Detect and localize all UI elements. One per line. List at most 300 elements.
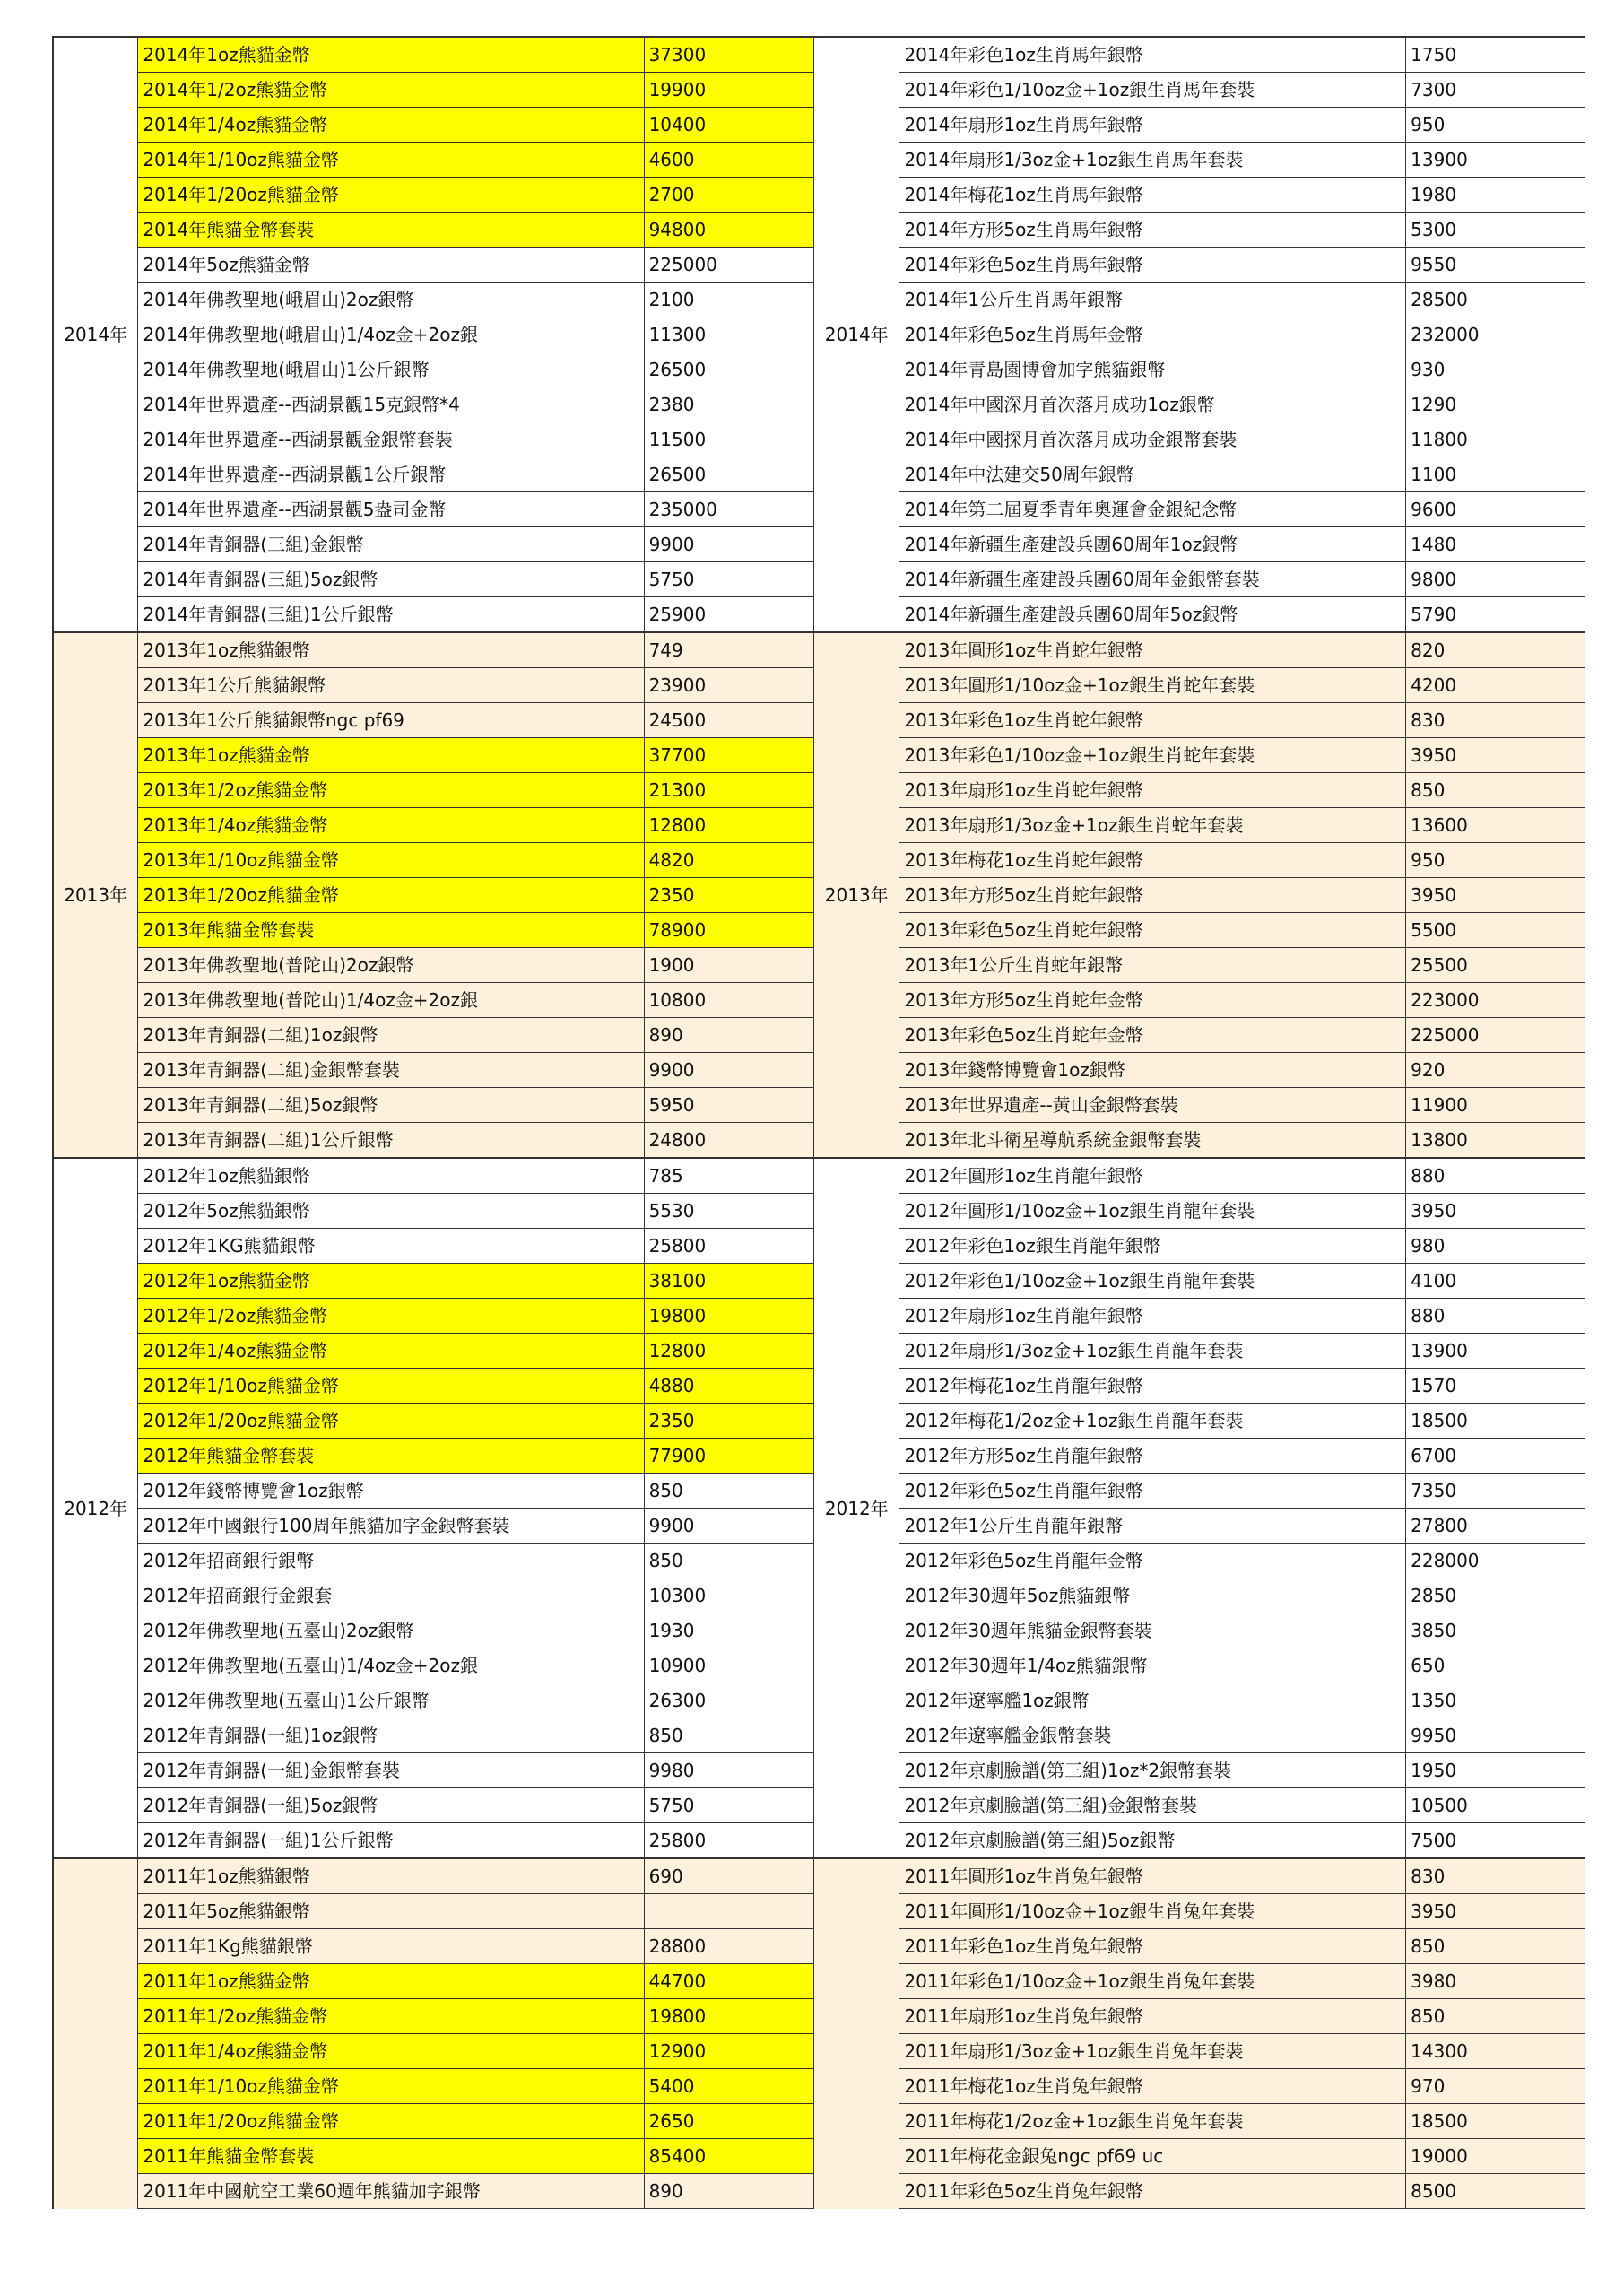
- coin-name-cell: 2012年扇形1oz生肖龍年銀幣: [899, 1299, 1406, 1334]
- right-table-panel: [814, 36, 1585, 2209]
- table-row: [814, 178, 1585, 213]
- price-cell: 820: [1406, 632, 1585, 668]
- coin-name-cell: 2014年佛教聖地(峨眉山)2oz銀幣: [138, 283, 644, 317]
- price-cell: 2350: [644, 1404, 813, 1439]
- table-row: [53, 1474, 814, 1509]
- coin-name-cell: 2014年1/4oz熊貓金幣: [138, 108, 644, 143]
- year-label: 2014年: [53, 37, 138, 632]
- left-price-table: [52, 36, 814, 2209]
- price-cell: 2650: [644, 2104, 813, 2139]
- coin-name-cell: 2012年佛教聖地(五臺山)1公斤銀幣: [138, 1683, 644, 1718]
- coin-name-cell: 2011年5oz熊貓銀幣: [138, 1894, 644, 1929]
- coin-name-cell: 2012年佛教聖地(五臺山)1/4oz金+2oz銀: [138, 1648, 644, 1683]
- left-section-2: [53, 1158, 814, 1858]
- table-row: [53, 913, 814, 948]
- table-row: [814, 1788, 1585, 1823]
- price-cell: 9900: [644, 1509, 813, 1544]
- table-row: [814, 1123, 1585, 1159]
- coin-name-cell: 2013年青銅器(二組)1公斤銀幣: [138, 1123, 644, 1159]
- table-row: [53, 1894, 814, 1929]
- table-row: [53, 1788, 814, 1823]
- table-row: [814, 948, 1585, 983]
- price-cell: 950: [1406, 108, 1585, 143]
- coin-name-cell: 2012年遼寧艦金銀幣套裝: [899, 1718, 1406, 1753]
- coin-name-cell: 2012年1/4oz熊貓金幣: [138, 1334, 644, 1369]
- price-cell: 38100: [644, 1264, 813, 1299]
- price-cell: 225000: [1406, 1018, 1585, 1053]
- coin-name-cell: 2014年青島園博會加字熊貓銀幣: [899, 352, 1406, 387]
- table-row: [814, 492, 1585, 527]
- table-row: [814, 913, 1585, 948]
- coin-name-cell: 2012年彩色1/10oz金+1oz銀生肖龍年套裝: [899, 1264, 1406, 1299]
- price-cell: 785: [644, 1158, 813, 1194]
- table-row: [53, 1858, 814, 1894]
- coin-name-cell: 2013年彩色1/10oz金+1oz銀生肖蛇年套裝: [899, 738, 1406, 773]
- price-cell: 10900: [644, 1648, 813, 1683]
- coin-name-cell: 2014年青銅器(三組)1公斤銀幣: [138, 597, 644, 633]
- right-section-0: [814, 37, 1585, 632]
- table-row: [53, 562, 814, 597]
- table-row: [814, 773, 1585, 808]
- price-cell: 1350: [1406, 1683, 1585, 1718]
- price-cell: 12800: [644, 1334, 813, 1369]
- coin-name-cell: 2014年彩色1/10oz金+1oz銀生肖馬年套裝: [899, 73, 1406, 108]
- price-cell: 5750: [644, 562, 813, 597]
- price-cell: 94800: [644, 213, 813, 248]
- table-row: [53, 283, 814, 317]
- table-row: [814, 597, 1585, 633]
- coin-name-cell: 2011年1/20oz熊貓金幣: [138, 2104, 644, 2139]
- price-cell: 228000: [1406, 1544, 1585, 1578]
- price-cell: 4100: [1406, 1264, 1585, 1299]
- price-cell: 5750: [644, 1788, 813, 1823]
- price-cell: 920: [1406, 1053, 1585, 1088]
- coin-name-cell: 2013年彩色5oz生肖蛇年銀幣: [899, 913, 1406, 948]
- coin-name-cell: 2014年青銅器(三組)金銀幣: [138, 527, 644, 562]
- price-cell: 3950: [1406, 738, 1585, 773]
- table-row: [814, 1999, 1585, 2034]
- table-row: [814, 1088, 1585, 1123]
- table-row: [53, 1229, 814, 1264]
- table-row: [814, 283, 1585, 317]
- coin-name-cell: 2012年中國銀行100周年熊貓加字金銀幣套裝: [138, 1509, 644, 1544]
- right-section-3: [814, 1858, 1585, 2209]
- table-row: [814, 37, 1585, 73]
- left-table-panel: [52, 36, 814, 2209]
- coin-name-cell: 2012年1oz熊貓金幣: [138, 1264, 644, 1299]
- table-row: [53, 597, 814, 633]
- coin-name-cell: 2014年中國深月首次落月成功1oz銀幣: [899, 387, 1406, 422]
- price-cell: 9800: [1406, 562, 1585, 597]
- table-row: [814, 2034, 1585, 2069]
- table-row: [814, 1194, 1585, 1229]
- coin-name-cell: 2012年彩色5oz生肖龍年銀幣: [899, 1474, 1406, 1509]
- coin-name-cell: 2012年1/10oz熊貓金幣: [138, 1369, 644, 1404]
- coin-name-cell: 2013年扇形1oz生肖蛇年銀幣: [899, 773, 1406, 808]
- coin-name-cell: 2014年新疆生產建設兵團60周年5oz銀幣: [899, 597, 1406, 633]
- price-cell: 11500: [644, 422, 813, 457]
- table-row: [53, 1404, 814, 1439]
- coin-name-cell: 2012年30週年5oz熊貓銀幣: [899, 1578, 1406, 1613]
- price-cell: 1950: [1406, 1753, 1585, 1788]
- table-row: [814, 1404, 1585, 1439]
- price-cell: 21300: [644, 773, 813, 808]
- table-row: [53, 457, 814, 492]
- price-cell: 19800: [644, 1299, 813, 1334]
- price-cell: 37300: [644, 37, 813, 73]
- price-cell: 5530: [644, 1194, 813, 1229]
- table-row: [53, 878, 814, 913]
- table-row: [814, 878, 1585, 913]
- coin-name-cell: 2013年青銅器(二組)5oz銀幣: [138, 1088, 644, 1123]
- price-cell: 11300: [644, 317, 813, 352]
- table-row: [814, 248, 1585, 283]
- price-cell: 19800: [644, 1999, 813, 2034]
- coin-name-cell: 2013年佛教聖地(普陀山)1/4oz金+2oz銀: [138, 983, 644, 1018]
- price-cell: 24500: [644, 703, 813, 738]
- coin-name-cell: 2013年1/20oz熊貓金幣: [138, 878, 644, 913]
- coin-name-cell: 2013年圓形1/10oz金+1oz銀生肖蛇年套裝: [899, 668, 1406, 703]
- price-cell: 1100: [1406, 457, 1585, 492]
- coin-name-cell: 2014年扇形1/3oz金+1oz銀生肖馬年套裝: [899, 143, 1406, 178]
- price-cell: 18500: [1406, 1404, 1585, 1439]
- price-cell: 10800: [644, 983, 813, 1018]
- table-row: [53, 2069, 814, 2104]
- coin-name-cell: 2014年世界遺產--西湖景觀5盎司金幣: [138, 492, 644, 527]
- right-price-table: [814, 36, 1585, 2209]
- price-cell: 4820: [644, 843, 813, 878]
- table-row: [814, 703, 1585, 738]
- coin-name-cell: 2012年梅花1/2oz金+1oz銀生肖龍年套裝: [899, 1404, 1406, 1439]
- price-cell: 232000: [1406, 317, 1585, 352]
- table-row: [814, 1509, 1585, 1544]
- price-cell: 4600: [644, 143, 813, 178]
- table-row: [53, 2139, 814, 2174]
- coin-name-cell: 2013年1oz熊貓金幣: [138, 738, 644, 773]
- coin-name-cell: 2012年招商銀行金銀套: [138, 1578, 644, 1613]
- coin-name-cell: 2014年彩色5oz生肖馬年銀幣: [899, 248, 1406, 283]
- table-row: [53, 703, 814, 738]
- coin-name-cell: 2014年扇形1oz生肖馬年銀幣: [899, 108, 1406, 143]
- price-cell: 3950: [1406, 1894, 1585, 1929]
- coin-name-cell: 2012年30週年熊貓金銀幣套裝: [899, 1613, 1406, 1648]
- table-row: [53, 2104, 814, 2139]
- price-cell: 7350: [1406, 1474, 1585, 1509]
- table-row: [53, 1299, 814, 1334]
- price-cell: 9600: [1406, 492, 1585, 527]
- year-label: 2012年: [53, 1158, 138, 1858]
- right-section-2: [814, 1158, 1585, 1858]
- table-row: [814, 1158, 1585, 1194]
- price-cell: 10400: [644, 108, 813, 143]
- price-cell: 850: [644, 1718, 813, 1753]
- table-row: [814, 1018, 1585, 1053]
- coin-name-cell: 2012年遼寧艦1oz銀幣: [899, 1683, 1406, 1718]
- year-label: 2013年: [814, 632, 899, 1158]
- price-cell: 5500: [1406, 913, 1585, 948]
- coin-name-cell: 2014年1公斤生肖馬年銀幣: [899, 283, 1406, 317]
- coin-name-cell: 2014年新疆生產建設兵團60周年金銀幣套裝: [899, 562, 1406, 597]
- table-row: [814, 1229, 1585, 1264]
- table-row: [53, 248, 814, 283]
- price-cell: 3950: [1406, 878, 1585, 913]
- coin-name-cell: 2011年圓形1oz生肖兔年銀幣: [899, 1858, 1406, 1894]
- coin-name-cell: 2013年青銅器(二組)1oz銀幣: [138, 1018, 644, 1053]
- coin-name-cell: 2014年新疆生產建設兵團60周年1oz銀幣: [899, 527, 1406, 562]
- table-row: [814, 2174, 1585, 2209]
- table-row: [814, 108, 1585, 143]
- table-row: [53, 843, 814, 878]
- table-row: [53, 1964, 814, 1999]
- price-cell: 25800: [644, 1229, 813, 1264]
- price-cell: 5950: [644, 1088, 813, 1123]
- table-row: [53, 1544, 814, 1578]
- coin-name-cell: 2011年1/10oz熊貓金幣: [138, 2069, 644, 2104]
- coin-name-cell: 2013年1oz熊貓銀幣: [138, 632, 644, 668]
- coin-name-cell: 2014年第二屆夏季青年奧運會金銀紀念幣: [899, 492, 1406, 527]
- left-section-3: [53, 1858, 814, 2209]
- table-row: [814, 843, 1585, 878]
- price-cell: 23900: [644, 668, 813, 703]
- coin-name-cell: 2012年錢幣博覽會1oz銀幣: [138, 1474, 644, 1509]
- price-cell: 830: [1406, 703, 1585, 738]
- left-section-1: [53, 632, 814, 1158]
- table-row: [814, 213, 1585, 248]
- coin-name-cell: 2013年1公斤熊貓銀幣: [138, 668, 644, 703]
- table-row: [53, 1018, 814, 1053]
- table-row: [53, 1683, 814, 1718]
- table-row: [814, 562, 1585, 597]
- price-sheet: [52, 36, 1585, 2233]
- price-cell: 26500: [644, 352, 813, 387]
- price-cell: 3950: [1406, 1194, 1585, 1229]
- price-cell: 850: [644, 1544, 813, 1578]
- coin-name-cell: 2011年1/4oz熊貓金幣: [138, 2034, 644, 2069]
- price-cell: 9900: [644, 1053, 813, 1088]
- table-row: [814, 1648, 1585, 1683]
- price-cell: 4880: [644, 1369, 813, 1404]
- table-row: [814, 2104, 1585, 2139]
- price-cell: 2380: [644, 387, 813, 422]
- coin-name-cell: 2012年青銅器(一組)金銀幣套裝: [138, 1753, 644, 1788]
- price-cell: 4200: [1406, 668, 1585, 703]
- table-row: [53, 492, 814, 527]
- price-cell: 18500: [1406, 2104, 1585, 2139]
- price-cell: 25800: [644, 1823, 813, 1859]
- table-row: [53, 1823, 814, 1859]
- coin-name-cell: 2012年青銅器(一組)1oz銀幣: [138, 1718, 644, 1753]
- table-row: [53, 1613, 814, 1648]
- price-cell: 650: [1406, 1648, 1585, 1683]
- coin-name-cell: 2011年扇形1/3oz金+1oz銀生肖兔年套裝: [899, 2034, 1406, 2069]
- coin-name-cell: 2011年梅花1/2oz金+1oz銀生肖兔年套裝: [899, 2104, 1406, 2139]
- price-cell: 19900: [644, 73, 813, 108]
- price-cell: 13600: [1406, 808, 1585, 843]
- coin-name-cell: 2011年熊貓金幣套裝: [138, 2139, 644, 2174]
- coin-name-cell: 2013年世界遺產--黃山金銀幣套裝: [899, 1088, 1406, 1123]
- price-cell: 25500: [1406, 948, 1585, 983]
- table-row: [814, 983, 1585, 1018]
- table-row: [814, 1544, 1585, 1578]
- table-row: [814, 668, 1585, 703]
- table-row: [814, 422, 1585, 457]
- price-cell: 28500: [1406, 283, 1585, 317]
- price-cell: 1900: [644, 948, 813, 983]
- coin-name-cell: 2011年梅花金銀兔ngc pf69 uc: [899, 2139, 1406, 2174]
- price-cell: 235000: [644, 492, 813, 527]
- table-row: [814, 2069, 1585, 2104]
- coin-name-cell: 2014年熊貓金幣套裝: [138, 213, 644, 248]
- table-row: [814, 632, 1585, 668]
- coin-name-cell: 2013年北斗衛星導航系統金銀幣套裝: [899, 1123, 1406, 1159]
- table-row: [814, 1474, 1585, 1509]
- price-cell: 28800: [644, 1929, 813, 1964]
- price-cell: 27800: [1406, 1509, 1585, 1544]
- coin-name-cell: 2014年中國探月首次落月成功金銀幣套裝: [899, 422, 1406, 457]
- price-cell: 930: [1406, 352, 1585, 387]
- price-cell: 950: [1406, 843, 1585, 878]
- price-cell: 690: [644, 1858, 813, 1894]
- price-cell: 880: [1406, 1158, 1585, 1194]
- coin-name-cell: 2014年佛教聖地(峨眉山)1公斤銀幣: [138, 352, 644, 387]
- price-cell: 13800: [1406, 1123, 1585, 1159]
- table-row: [53, 527, 814, 562]
- coin-name-cell: 2011年扇形1oz生肖兔年銀幣: [899, 1999, 1406, 2034]
- table-row: [53, 213, 814, 248]
- coin-name-cell: 2013年方形5oz生肖蛇年金幣: [899, 983, 1406, 1018]
- year-label: 2012年: [814, 1158, 899, 1858]
- price-cell: 25900: [644, 597, 813, 633]
- price-cell: 7300: [1406, 73, 1585, 108]
- coin-name-cell: 2012年佛教聖地(五臺山)2oz銀幣: [138, 1613, 644, 1648]
- coin-name-cell: 2012年彩色1oz銀生肖龍年銀幣: [899, 1229, 1406, 1264]
- table-row: [53, 1648, 814, 1683]
- price-cell: 223000: [1406, 983, 1585, 1018]
- table-row: [814, 1369, 1585, 1404]
- table-row: [53, 387, 814, 422]
- table-row: [814, 387, 1585, 422]
- price-cell: 10500: [1406, 1788, 1585, 1823]
- table-row: [53, 1718, 814, 1753]
- coin-name-cell: 2014年世界遺產--西湖景觀1公斤銀幣: [138, 457, 644, 492]
- table-row: [53, 632, 814, 668]
- table-row: [53, 948, 814, 983]
- table-row: [814, 2139, 1585, 2174]
- coin-name-cell: 2012年招商銀行銀幣: [138, 1544, 644, 1578]
- coin-name-cell: 2012年1/2oz熊貓金幣: [138, 1299, 644, 1334]
- coin-name-cell: 2013年梅花1oz生肖蛇年銀幣: [899, 843, 1406, 878]
- table-row: [814, 1753, 1585, 1788]
- coin-name-cell: 2014年中法建交50周年銀幣: [899, 457, 1406, 492]
- table-row: [814, 1964, 1585, 1999]
- table-row: [53, 983, 814, 1018]
- table-row: [814, 1439, 1585, 1474]
- coin-name-cell: 2011年1/2oz熊貓金幣: [138, 1999, 644, 2034]
- coin-name-cell: 2013年熊貓金幣套裝: [138, 913, 644, 948]
- coin-name-cell: 2012年圓形1/10oz金+1oz銀生肖龍年套裝: [899, 1194, 1406, 1229]
- price-cell: 77900: [644, 1439, 813, 1474]
- price-cell: 9550: [1406, 248, 1585, 283]
- coin-name-cell: 2012年京劇臉譜(第三組)5oz銀幣: [899, 1823, 1406, 1859]
- table-row: [53, 1334, 814, 1369]
- price-cell: 850: [644, 1474, 813, 1509]
- coin-name-cell: 2012年1公斤生肖龍年銀幣: [899, 1509, 1406, 1544]
- coin-name-cell: 2011年1Kg熊貓銀幣: [138, 1929, 644, 1964]
- coin-name-cell: 2014年1/2oz熊貓金幣: [138, 73, 644, 108]
- table-row: [53, 108, 814, 143]
- price-cell: 24800: [644, 1123, 813, 1159]
- price-cell: 26300: [644, 1683, 813, 1718]
- coin-name-cell: 2012年方形5oz生肖龍年銀幣: [899, 1439, 1406, 1474]
- price-cell: 19000: [1406, 2139, 1585, 2174]
- price-cell: 13900: [1406, 143, 1585, 178]
- table-row: [53, 1929, 814, 1964]
- table-row: [53, 773, 814, 808]
- coin-name-cell: 2012年1oz熊貓銀幣: [138, 1158, 644, 1194]
- table-row: [814, 1858, 1585, 1894]
- coin-name-cell: 2014年梅花1oz生肖馬年銀幣: [899, 178, 1406, 213]
- price-cell: 26500: [644, 457, 813, 492]
- coin-name-cell: 2012年京劇臉譜(第三組)1oz*2銀幣套裝: [899, 1753, 1406, 1788]
- coin-name-cell: 2013年1公斤生肖蛇年銀幣: [899, 948, 1406, 983]
- price-cell: 13900: [1406, 1334, 1585, 1369]
- table-row: [53, 422, 814, 457]
- price-cell: 9980: [644, 1753, 813, 1788]
- coin-name-cell: 2013年1/10oz熊貓金幣: [138, 843, 644, 878]
- coin-name-cell: 2012年30週年1/4oz熊貓銀幣: [899, 1648, 1406, 1683]
- table-row: [53, 1999, 814, 2034]
- year-label: [814, 1858, 899, 2209]
- price-cell: 225000: [644, 248, 813, 283]
- table-row: [53, 1509, 814, 1544]
- price-cell: 9900: [644, 527, 813, 562]
- table-row: [53, 352, 814, 387]
- price-cell: 37700: [644, 738, 813, 773]
- price-cell: 890: [644, 1018, 813, 1053]
- price-cell: 44700: [644, 1964, 813, 1999]
- table-row: [814, 1053, 1585, 1088]
- table-row: [53, 317, 814, 352]
- price-cell: 1480: [1406, 527, 1585, 562]
- table-row: [53, 1088, 814, 1123]
- coin-name-cell: 2013年彩色1oz生肖蛇年銀幣: [899, 703, 1406, 738]
- table-row: [53, 1158, 814, 1194]
- coin-name-cell: 2013年彩色5oz生肖蛇年金幣: [899, 1018, 1406, 1053]
- coin-name-cell: 2013年佛教聖地(普陀山)2oz銀幣: [138, 948, 644, 983]
- price-cell: 3980: [1406, 1964, 1585, 1999]
- table-row: [814, 1613, 1585, 1648]
- year-label: 2014年: [814, 37, 899, 632]
- coin-name-cell: 2012年扇形1/3oz金+1oz銀生肖龍年套裝: [899, 1334, 1406, 1369]
- table-row: [814, 143, 1585, 178]
- table-row: [53, 738, 814, 773]
- coin-name-cell: 2011年1oz熊貓銀幣: [138, 1858, 644, 1894]
- price-cell: 10300: [644, 1578, 813, 1613]
- coin-name-cell: 2012年5oz熊貓銀幣: [138, 1194, 644, 1229]
- price-cell: 2100: [644, 283, 813, 317]
- coin-name-cell: 2012年梅花1oz生肖龍年銀幣: [899, 1369, 1406, 1404]
- left-section-0: [53, 37, 814, 632]
- price-cell: 749: [644, 632, 813, 668]
- coin-name-cell: 2014年青銅器(三組)5oz銀幣: [138, 562, 644, 597]
- price-cell: 830: [1406, 1858, 1585, 1894]
- table-row: [53, 1753, 814, 1788]
- table-row: [814, 352, 1585, 387]
- table-row: [53, 1578, 814, 1613]
- table-row: [814, 457, 1585, 492]
- table-row: [53, 1369, 814, 1404]
- coin-name-cell: 2012年彩色5oz生肖龍年金幣: [899, 1544, 1406, 1578]
